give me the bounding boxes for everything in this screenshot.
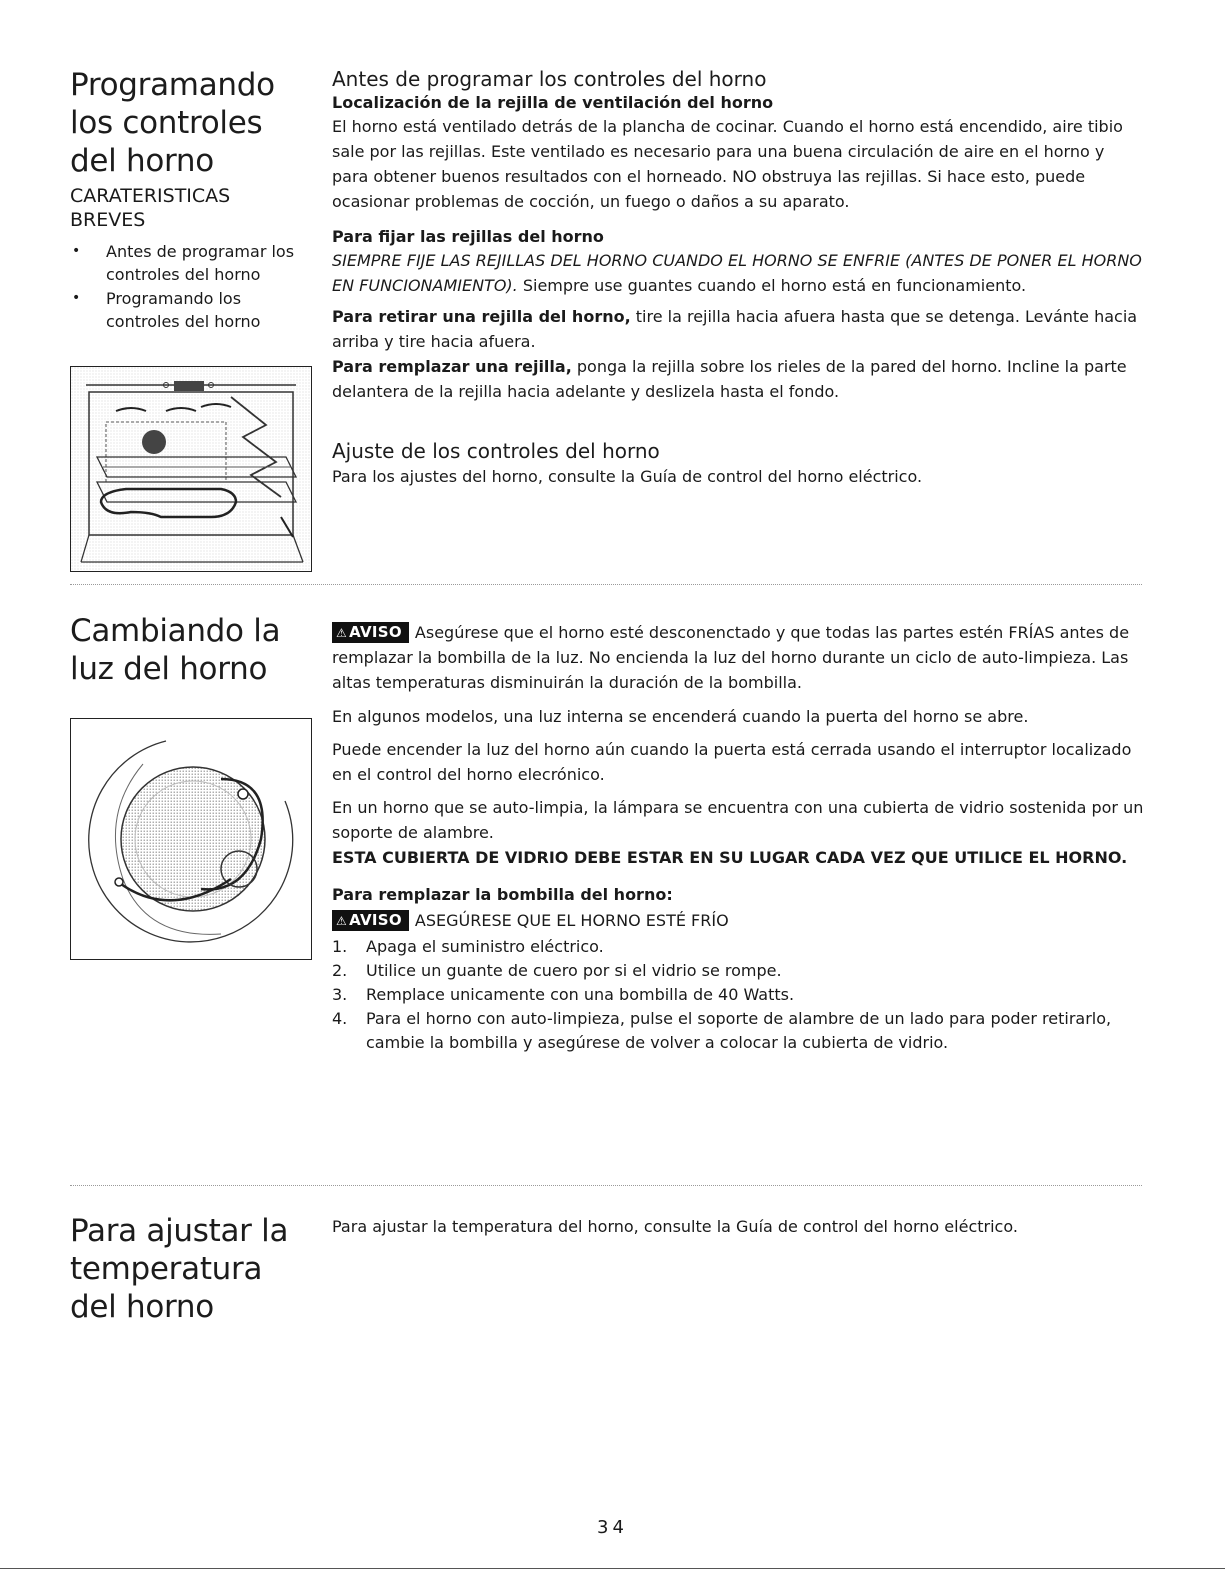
light-cover-paragraph: En un horno que se auto-limpia, la lámpara se encuentra con una cubierta de vidrio sostenida por un soporte de alambre. xyxy=(332,798,1144,842)
adjust-controls-heading: Ajuste de los controles del horno xyxy=(332,439,660,463)
remove-rack-paragraph: Para retirar una rejilla del horno, tire la rejilla hacia afuera hasta que se detenga. Levánte hacia arriba y tire hacia afuera. xyxy=(332,307,1138,351)
before-programming-heading: Antes de programar los controles del horno xyxy=(332,67,767,91)
section-light-body xyxy=(332,620,1145,1055)
section-light-title: Cambiando la luz del horno xyxy=(70,613,281,687)
oven-lamp-illustration xyxy=(70,718,312,960)
features-list xyxy=(70,240,315,333)
page-number: 34 xyxy=(597,1517,628,1538)
warning-badge: ⚠ AVISO xyxy=(332,622,409,643)
step-item: 4. Para el horno con auto-limpieza, pulse el soporte de alambre de un lado para poder retirarlo, cambie la bombilla y asegúrese de volver a colocar la cubierta de vidrio. xyxy=(332,1009,1112,1052)
step-item: 1. Apaga el suministro eléctrico. xyxy=(332,937,604,956)
step-item: 2. Utilice un guante de cuero por si el vidrio se rompe. xyxy=(332,961,782,980)
light-warning-paragraph: ⚠ AVISO Asegúrese que el horno esté desconenctado y que todas las partes estén FRÍAS antes de remplazar la bombilla de la luz. No encienda la luz del horno durante un ciclo de auto-limpieza. Las altas temperaturas disminuirán la duración de la bombilla. xyxy=(332,623,1130,692)
oven-interior-drawing xyxy=(71,367,311,571)
warning-badge: ⚠ AVISO xyxy=(332,910,409,931)
rack-setting-paragraph: SIEMPRE FIJE LAS REJILLAS DEL HORNO CUANDO EL HORNO SE ENFRIE (ANTES DE PONER EL HORNO EN FUNCIONAMIENTO). Siempre use guantes cuando el horno está en funcionamiento. xyxy=(332,251,1142,295)
bulb-steps-list xyxy=(332,935,1145,1055)
warning-triangle-icon: ⚠ xyxy=(336,914,348,928)
warning-triangle-icon: ⚠ xyxy=(336,626,348,640)
features-list-item: • Programando los controles del horno xyxy=(70,287,315,333)
section-programming-title: Programando los controles del horno xyxy=(70,67,275,179)
section-programming-left xyxy=(70,66,315,334)
light-auto-paragraph: En algunos modelos, una luz interna se encenderá cuando la puerta del horno se abre. xyxy=(332,707,1029,726)
section-light-left xyxy=(70,612,315,688)
adjust-controls-paragraph: Para los ajustes del horno, consulte la Guía de control del horno eléctrico. xyxy=(332,467,923,486)
step-item: 3. Remplace unicamente con una bombilla de 40 Watts. xyxy=(332,985,795,1004)
section-divider xyxy=(70,584,1142,585)
replace-rack-paragraph: Para remplazar una rejilla, ponga la rejilla sobre los rieles de la pared del horno. Incline la parte delantera de la rejilla hacia adelante y deslizela hasta el fondo. xyxy=(332,357,1127,401)
light-switch-paragraph: Puede encender la luz del horno aún cuando la puerta está cerrada usando el interruptor localizado en el control del horno elecrónico. xyxy=(332,740,1132,784)
replace-bulb-subheading: Para remplazar la bombilla del horno: xyxy=(332,885,673,904)
section-temperature-left xyxy=(70,1212,315,1326)
quick-features-subtitle: CARATERISTICAS BREVES xyxy=(70,185,231,231)
light-cover-warning: ESTA CUBIERTA DE VIDRIO DEBE ESTAR EN SU LUGAR CADA VEZ QUE UTILICE EL HORNO. xyxy=(332,848,1128,867)
features-list-item: • Antes de programar los controles del horno xyxy=(70,240,315,286)
vent-location-subheading: Localización de la rejilla de ventilación del horno xyxy=(332,93,774,112)
section-temperature-title: Para ajustar la temperatura del horno xyxy=(70,1213,289,1325)
cold-warning-line: ⚠ AVISO ASEGÚRESE QUE EL HORNO ESTÉ FRÍO xyxy=(332,908,1145,933)
oven-racks-illustration xyxy=(70,366,312,572)
vent-paragraph: El horno está ventilado detrás de la plancha de cocinar. Cuando el horno está encendido, aire tibio sale por las rejillas. Este ventilado es necesario para una buena circulación de aire en el horno y para obtener buenos resultados con el horneado. NO obstruya las rejillas. Si hace esto, puede ocasionar problemas de cocción, un fuego o daños a su aparato. xyxy=(332,117,1123,211)
section-programming-body xyxy=(332,66,1145,489)
page-bottom-rule xyxy=(0,1568,1225,1569)
rack-setting-subheading: Para fijar las rejillas del horno xyxy=(332,227,604,246)
lamp-cover-drawing xyxy=(71,719,311,959)
section-divider xyxy=(70,1185,1142,1186)
temperature-paragraph: Para ajustar la temperatura del horno, consulte la Guía de control del horno eléctrico. xyxy=(332,1217,1018,1236)
section-temperature-body xyxy=(332,1214,1145,1239)
